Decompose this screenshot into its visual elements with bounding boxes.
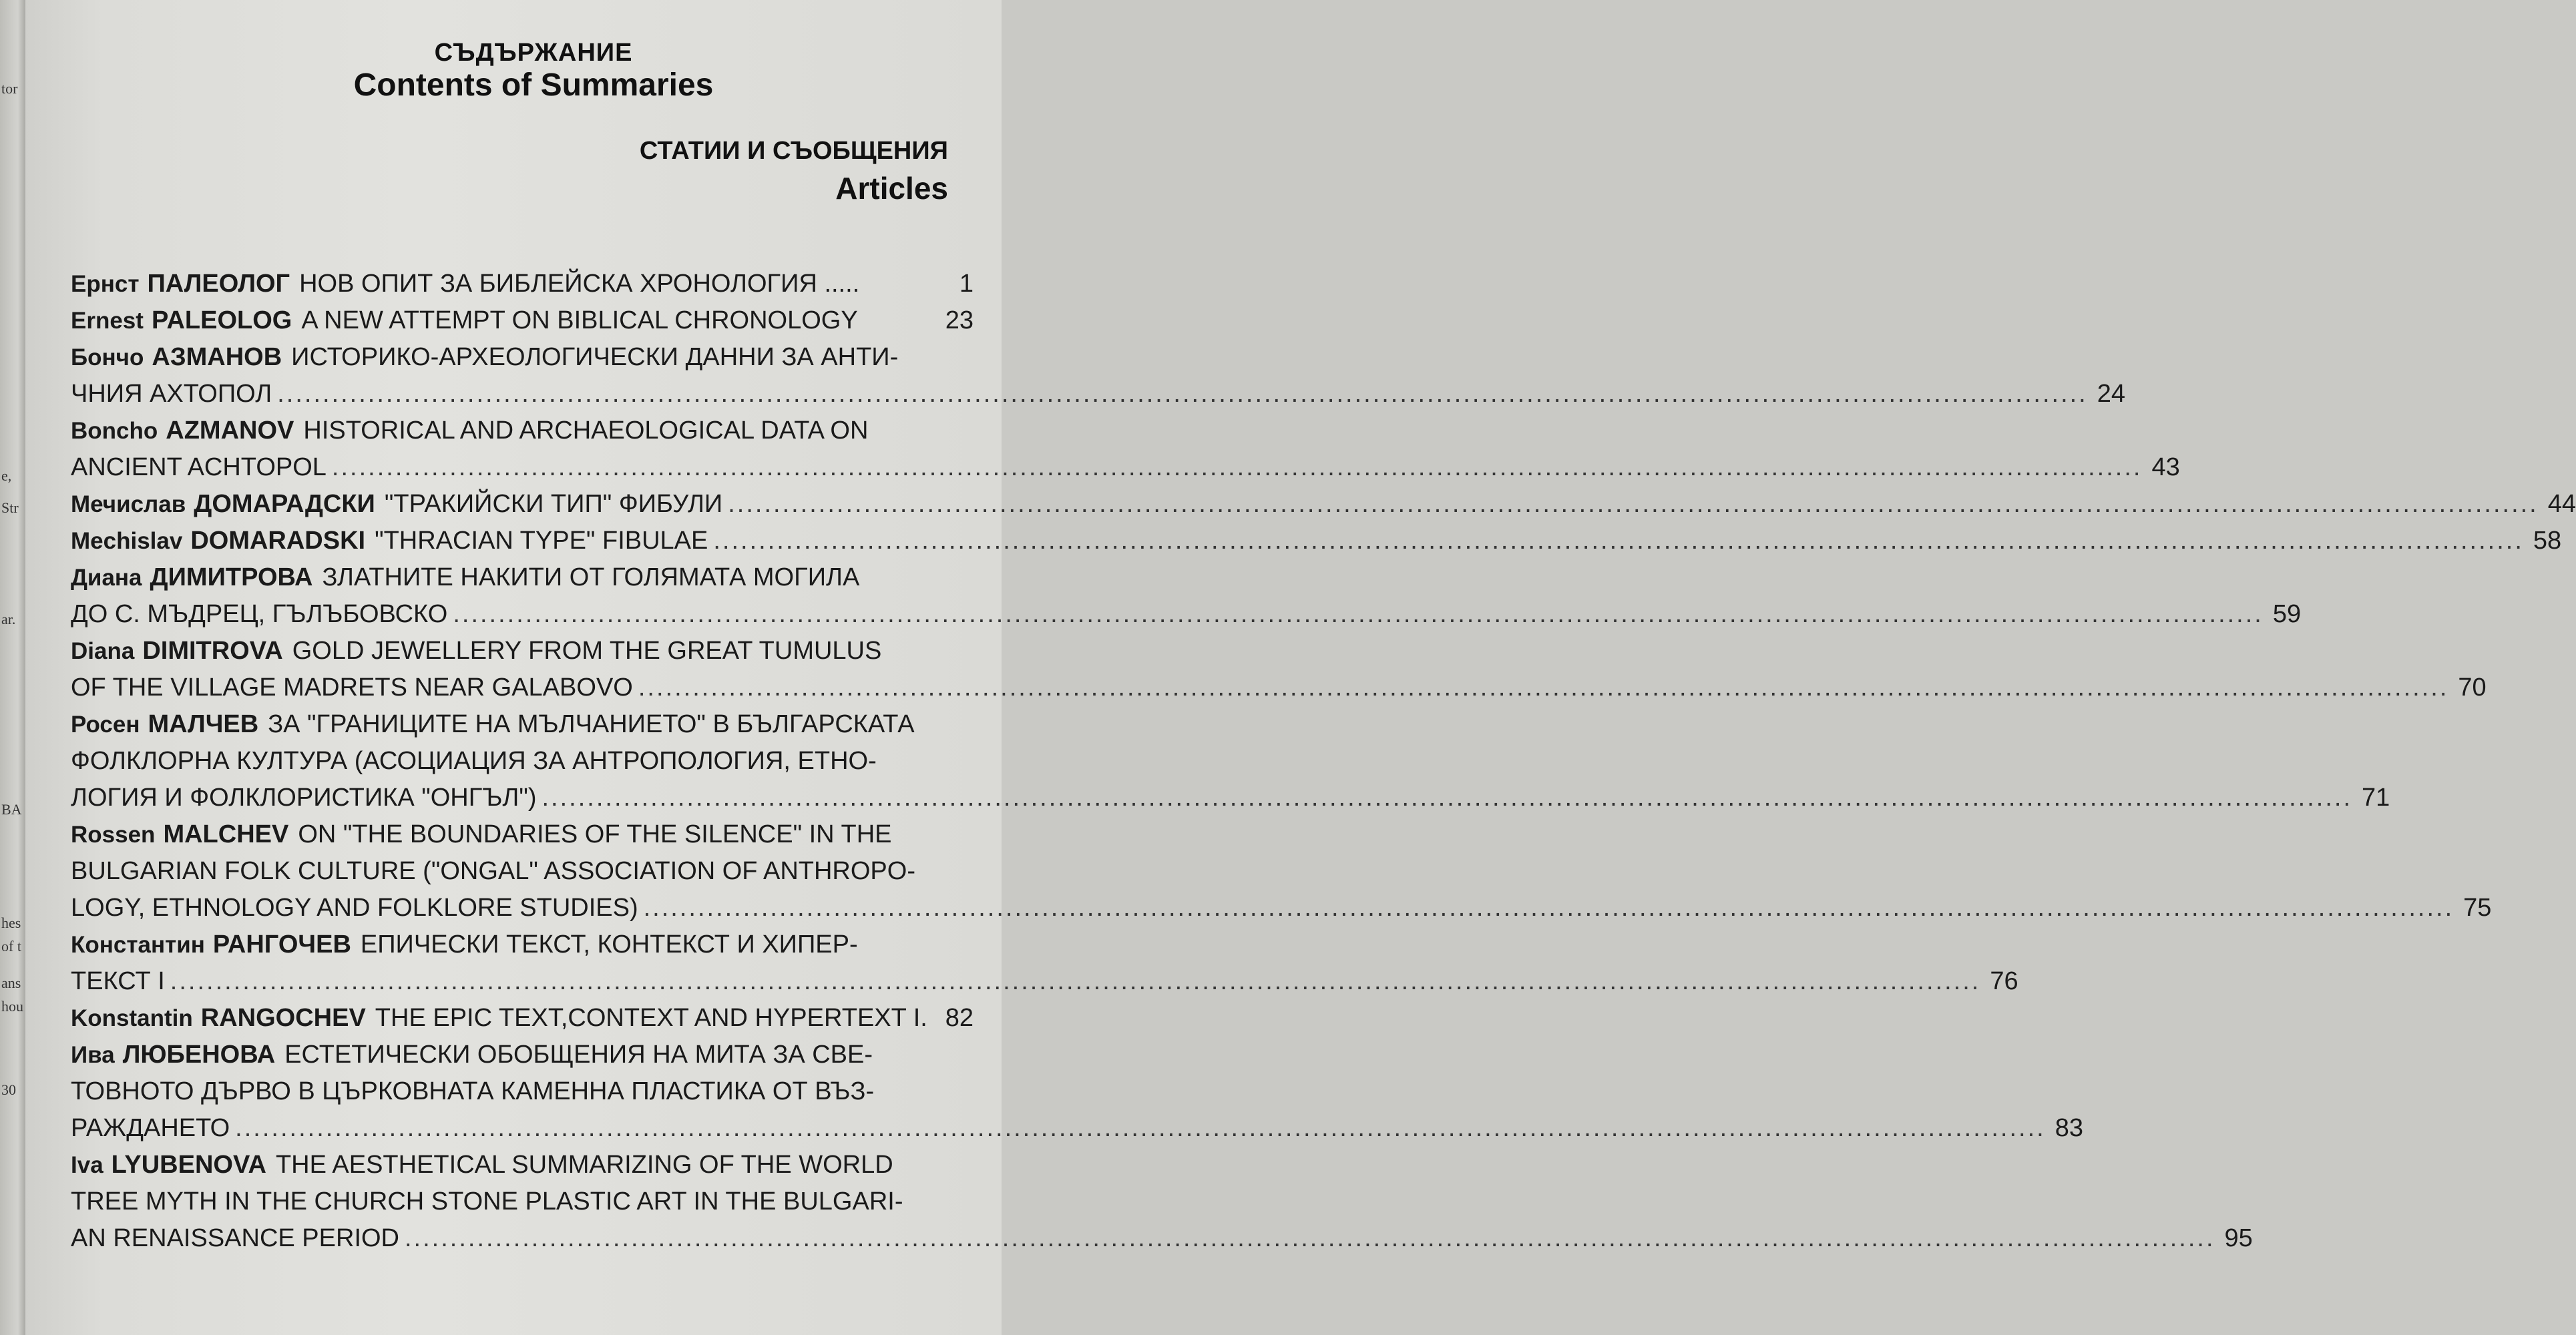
toc-line <box>71 670 2487 706</box>
author-first-name: Mechislav <box>71 528 183 554</box>
toc-entry <box>71 1147 2253 1257</box>
toc-line <box>71 523 2562 559</box>
page-number: 23 <box>945 306 974 334</box>
entry-title-text: ЕПИЧЕСКИ ТЕКСТ, КОНТЕКСТ И ХИПЕР- <box>360 930 858 959</box>
entry-title-text: TREE MYTH IN THE CHURCH STONE PLASTIC ART IN THE BULGARI- <box>71 1187 903 1216</box>
entry-title-text: ON "THE BOUNDARIES OF THE SILENCE" IN THE <box>298 820 892 848</box>
gutter-fragment: 30 <box>1 1081 16 1098</box>
leader-dots <box>713 523 2524 559</box>
toc-entry <box>71 559 2302 633</box>
leader-dots <box>332 449 2143 486</box>
toc-line <box>71 1220 2253 1257</box>
page-number: 95 <box>2224 1224 2253 1252</box>
author-first-name: Диана <box>71 565 142 591</box>
toc-entry <box>71 1037 2083 1147</box>
author-last-name: АЗМАНОВ <box>152 343 282 371</box>
entry-title-text: THE EPIC TEXT,CONTEXT AND HYPERTEXT I. <box>375 1004 927 1032</box>
author-last-name: ДИМИТРОВА <box>150 563 313 591</box>
toc-line <box>71 413 974 449</box>
entry-title-text: ЕСТЕТИЧЕСКИ ОБОБЩЕНИЯ НА МИТА ЗА СВЕ- <box>284 1041 873 1069</box>
leader-dots <box>638 670 2449 706</box>
author-first-name: Константин <box>71 932 205 958</box>
toc-line <box>71 926 974 963</box>
entry-title-text: OF THE VILLAGE MADRETS NEAR GALABOVO <box>71 674 633 702</box>
author-last-name: LYUBENOVA <box>111 1151 266 1179</box>
leader-dots <box>235 1110 2046 1147</box>
page-number: 70 <box>2458 674 2487 702</box>
entry-title-text: ДО С. МЪДРЕЦ, ГЪЛЪБОВСКО <box>71 600 448 628</box>
author-first-name: Росен <box>71 712 140 738</box>
author-first-name: Konstantin <box>71 1005 193 1031</box>
author-last-name: AZMANOV <box>166 417 294 445</box>
gutter-fragment: ans <box>1 975 21 991</box>
toc-line <box>71 816 974 853</box>
toc-line <box>71 1183 974 1220</box>
section-title-en: Articles <box>835 171 948 206</box>
leader-dots <box>405 1220 2215 1257</box>
toc-entry <box>71 413 2180 486</box>
toc-line <box>71 339 974 376</box>
toc-line <box>71 890 2492 926</box>
page-number: 58 <box>2533 527 2562 555</box>
toc-entry <box>71 1000 974 1037</box>
toc-line <box>71 559 974 596</box>
toc-line <box>71 780 2390 816</box>
toc-entry <box>71 266 974 302</box>
section-title-bg: СТАТИИ И СЪОБЩЕНИЯ <box>639 137 948 165</box>
author-last-name: DOMARADSKI <box>190 527 366 555</box>
entry-title-text: AN RENAISSANCE PERIOD <box>71 1224 399 1252</box>
toc-entry <box>71 302 974 339</box>
gutter-fragment: BA <box>1 801 22 818</box>
author-first-name: Rossen <box>71 822 156 848</box>
author-last-name: МАЛЧЕВ <box>148 710 259 738</box>
entry-title-text: ЗА "ГРАНИЦИТЕ НА МЪЛЧАНИЕТО" В БЪЛГАРСКАТА <box>268 710 915 738</box>
leader-dots <box>644 890 2454 926</box>
toc-line <box>71 486 2576 523</box>
toc-entry <box>71 486 2576 523</box>
entry-title-text: LOGY, ETHNOLOGY AND FOLKLORE STUDIES) <box>71 894 638 922</box>
entry-title-text: ТОВНОТО ДЪРВО В ЦЪРКОВНАТА КАМЕННА ПЛАСТИКА ОТ ВЪЗ- <box>71 1077 875 1105</box>
toc-line <box>71 1073 974 1110</box>
entry-title-text: "THRACIAN TYPE" FIBULAE <box>375 527 708 555</box>
page-number: 24 <box>2097 380 2126 408</box>
table-of-contents <box>71 266 2576 1257</box>
author-last-name: DIMITROVA <box>142 637 283 665</box>
page-number: 82 <box>945 1004 974 1032</box>
author-first-name: Бончо <box>71 344 144 370</box>
page-number: 76 <box>1990 967 2018 995</box>
entry-title-text: HISTORICAL AND ARCHAEOLOGICAL DATA ON <box>303 417 869 445</box>
author-last-name: ПАЛЕОЛОГ <box>147 270 290 298</box>
page-title-en: Contents of Summaries <box>353 67 714 103</box>
toc-line <box>71 266 974 302</box>
toc-line <box>71 963 2018 1000</box>
gutter-fragment: of t <box>1 938 21 955</box>
author-first-name: Мечислав <box>71 491 186 517</box>
leader-dots <box>170 963 1981 1000</box>
toc-entry <box>71 926 2018 1000</box>
entry-title-text: НОВ ОПИТ ЗА БИБЛЕЙСКА ХРОНОЛОГИЯ ..... <box>299 270 860 298</box>
author-first-name: Iva <box>71 1152 103 1178</box>
author-last-name: ДОМАРАДСКИ <box>194 490 375 518</box>
gutter-fragment: ar. <box>1 611 16 627</box>
page-number: 71 <box>2362 784 2390 812</box>
author-first-name: Diana <box>71 638 135 664</box>
author-first-name: Ernest <box>71 308 144 334</box>
entry-title-text: BULGARIAN FOLK CULTURE ("ONGAL" ASSOCIATION OF ANTHROPO- <box>71 857 915 885</box>
toc-line <box>71 706 974 743</box>
page-number: 1 <box>959 270 974 298</box>
entry-title-text: ФОЛКЛОРНА КУЛТУРА (АСОЦИАЦИЯ ЗА АНТРОПОЛОГИЯ, ЕТНО- <box>71 747 877 775</box>
toc-entry <box>71 706 2390 816</box>
book-page <box>25 0 2576 1335</box>
toc-line <box>71 1037 974 1073</box>
entry-title-text: ТЕКСТ I <box>71 967 165 995</box>
toc-line <box>71 1147 974 1183</box>
entry-title-text: THE AESTHETICAL SUMMARIZING OF THE WORLD <box>275 1151 893 1179</box>
toc-line <box>71 449 2180 486</box>
gutter-fragment: Str <box>1 499 19 516</box>
toc-entry <box>71 339 2126 413</box>
facing-page-gutter <box>0 0 25 1335</box>
leader-dots <box>728 486 2539 523</box>
toc-line <box>71 743 974 780</box>
toc-line <box>71 376 2126 413</box>
leader-dots <box>277 376 2088 413</box>
entry-title-text: "ТРАКИЙСКИ ТИП" ФИБУЛИ <box>384 490 723 518</box>
gutter-fragment: e, <box>1 467 12 484</box>
toc-line <box>71 596 2302 633</box>
entry-title-text: ЗЛАТНИТЕ НАКИТИ ОТ ГОЛЯМАТА МОГИЛА <box>322 563 860 591</box>
page-number: 59 <box>2272 600 2302 628</box>
author-last-name: РАНГОЧЕВ <box>212 930 351 959</box>
entry-title-text: ЧНИЯ АХТОПОЛ <box>71 380 272 408</box>
leader-dots <box>453 596 2264 633</box>
page-number: 83 <box>2055 1114 2083 1142</box>
toc-entry <box>71 633 2487 706</box>
author-first-name: Boncho <box>71 418 158 444</box>
page-title-bg: СЪДЪРЖАНИЕ <box>434 39 633 67</box>
author-last-name: ЛЮБЕНОВА <box>122 1041 276 1069</box>
entry-title-text: ANCIENT ACHTOPOL <box>71 453 327 481</box>
entry-title-text: ЛОГИЯ И ФОЛКЛОРИСТИКА "ОНГЪЛ") <box>71 784 537 812</box>
toc-line <box>71 1000 974 1037</box>
gutter-fragment: tor <box>1 80 18 97</box>
entry-title-text: РАЖДАНЕТО <box>71 1114 230 1142</box>
leader-dots <box>542 780 2352 816</box>
toc-line <box>71 1110 2083 1147</box>
toc-line <box>71 302 974 339</box>
toc-entry <box>71 523 2562 559</box>
entry-title-text: ИСТОРИКО-АРХЕОЛОГИЧЕСКИ ДАННИ ЗА АНТИ- <box>291 343 899 371</box>
author-first-name: Ива <box>71 1042 115 1068</box>
author-last-name: PALEOLOG <box>151 306 292 334</box>
gutter-fragment: hes <box>1 914 21 931</box>
entry-title-text: A NEW ATTEMPT ON BIBLICAL CHRONOLOGY <box>301 306 858 334</box>
page-number: 43 <box>2151 453 2180 481</box>
gutter-fragment: hou <box>1 998 23 1015</box>
author-last-name: MALCHEV <box>163 820 289 848</box>
author-last-name: RANGOCHEV <box>200 1004 366 1032</box>
author-first-name: Ернст <box>71 271 140 297</box>
page-number: 44 <box>2547 490 2576 518</box>
toc-entry <box>71 816 2492 926</box>
toc-line <box>71 853 974 890</box>
page-number: 75 <box>2463 894 2492 922</box>
entry-title-text: GOLD JEWELLERY FROM THE GREAT TUMULUS <box>292 637 882 665</box>
toc-line <box>71 633 974 670</box>
